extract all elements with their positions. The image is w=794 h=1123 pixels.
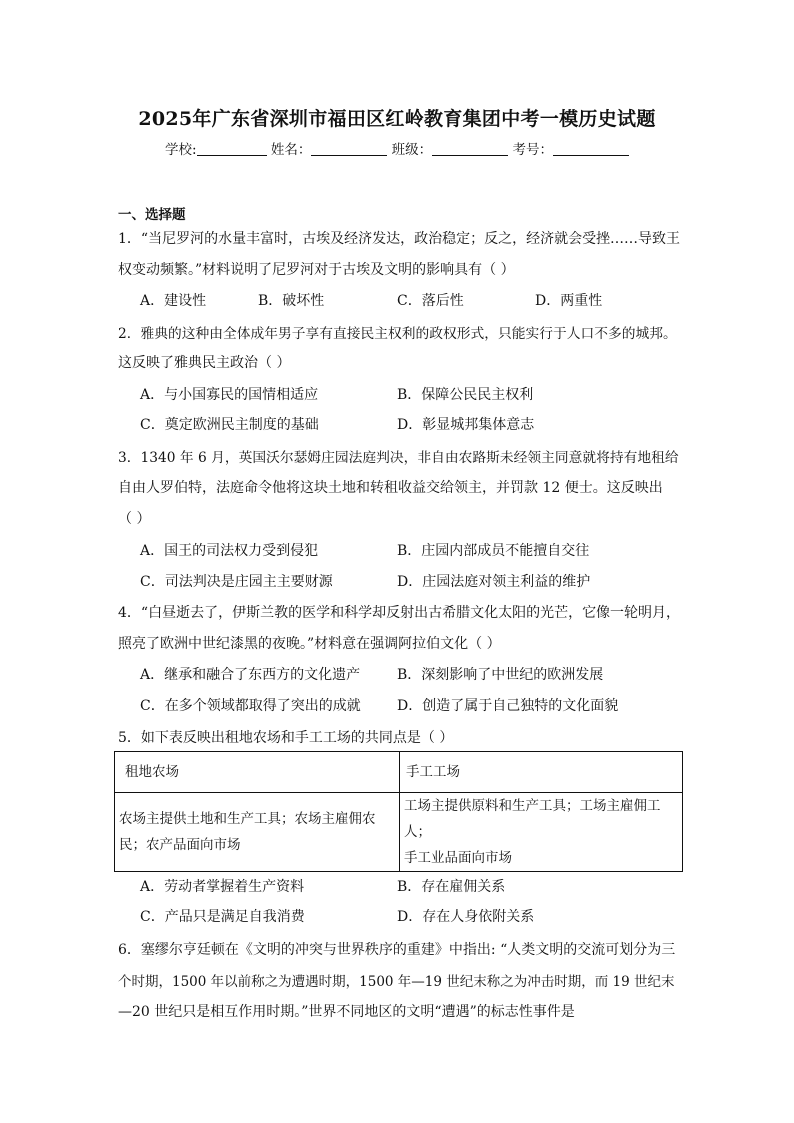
class-blank[interactable] [432,141,508,156]
q5-line1: 5．如下表反映出租地农场和手工工场的共同点是（ ） [118,730,454,746]
q5-option-c[interactable]: C．产品只是满足自我消费 [140,909,305,925]
q1-line2: 权变动频繁。”材料说明了尼罗河对于古埃及文明的影响具有（ ） [118,262,515,278]
q3-option-d[interactable]: D．庄园法庭对领主利益的维护 [397,574,591,590]
q4-option-b[interactable]: B．深刻影响了中世纪的欧洲发展 [397,667,604,683]
table-header-row [115,752,683,793]
name-label: 姓名： [270,142,312,158]
q6-line1: 6．塞缪尔亨廷顿在《文明的冲突与世界秩序的重建》中指出: “人类文明的交流可划分为三 [118,942,676,958]
q5-option-b[interactable]: B．存在雇佣关系 [397,879,506,895]
q3-option-c[interactable]: C．司法判决是庄园主主要财源 [140,574,333,590]
q1-line1: 1．“当尼罗河的水量丰富时，古埃及经济发达，政治稳定；反之，经济就会受挫……导致王 [118,231,681,247]
q1-option-c[interactable]: C．落后性 [397,293,464,309]
q3-line3: （ ） [118,511,151,527]
table-header-cell: 手工工场 [400,752,683,793]
q4-option-d[interactable]: D．创造了属于自己独特的文化面貌 [397,698,619,714]
table-cell-line: 民；农产品面向市场 [119,837,241,853]
class-label: 班级： [391,142,433,158]
name-blank[interactable] [311,141,387,156]
student-info-row [0,138,794,158]
school-label: 学校: [165,142,197,158]
q2-option-c[interactable]: C．奠定欧洲民主制度的基础 [140,417,319,433]
q1-option-b[interactable]: B．破坏性 [258,293,325,309]
q5-option-d[interactable]: D．存在人身依附关系 [397,909,535,925]
q2-option-d[interactable]: D．彰显城邦集体意志 [397,417,535,433]
q2-line2: 这反映了雅典民主政治（ ） [118,355,291,371]
q6-line2: 个时期，1500 年以前称之为遭遇时期，1500 年—19 世纪末称之为冲击时期，而 19 世纪末 [118,974,675,990]
q3-option-b[interactable]: B．庄园内部成员不能擅自交往 [397,543,590,559]
table-cell-line: 工场主提供原料和生产工具；工场主雇佣工人； [404,798,661,840]
q3-option-a[interactable]: A．国王的司法权力受到侵犯 [140,543,319,559]
q1-option-d[interactable]: D．两重性 [535,293,603,309]
q4-line1: 4．“白昼逝去了，伊斯兰教的医学和科学却反射出古希腊文化太阳的光芒，它像一轮明月， [118,605,681,621]
q4-line2: 照亮了欧洲中世纪漆黑的夜晚。”材料意在强调阿拉伯文化（ ） [118,636,501,652]
exam-number-blank[interactable] [553,141,629,156]
q2-option-a[interactable]: A．与小国寡民的国情相适应 [140,387,319,403]
exam-title: 2025年广东省深圳市福田区红岭教育集团中考一模历史试题 [138,108,656,130]
school-blank[interactable] [197,141,267,156]
q2-option-b[interactable]: B．保障公民民主权利 [397,387,534,403]
q3-line1: 3．1340 年 6 月，英国沃尔瑟姆庄园法庭判决，非自由农路斯未经领主同意就将持有地租给 [118,450,679,466]
q3-line2: 自由人罗伯特，法庭命令他将这块土地和转租收益交给领主，并罚款 12 便士。这反映出 [118,480,663,496]
q5-option-a[interactable]: A．劳动者掌握着生产资料 [140,879,305,895]
table-row [115,793,683,872]
table-cell-line: 农场主提供土地和生产工具；农场主雇佣农 [119,811,376,827]
section-title: 一、选择题 [118,207,186,223]
table-cell [400,793,683,872]
table-header-cell: 租地农场 [115,752,400,793]
q4-option-a[interactable]: A．继承和融合了东西方的文化遗产 [140,667,361,683]
table-cell [115,793,400,872]
q2-line1: 2．雅典的这种由全体成年男子享有直接民主权利的政权形式，只能实行于人口不多的城邦。 [118,326,677,342]
q4-option-c[interactable]: C．在多个领域都取得了突出的成就 [140,698,361,714]
exam-number-label: 考号： [512,142,553,158]
q6-line3: —20 世纪只是相互作用时期。”世界不同地区的文明“遭遇”的标志性事件是 [118,1004,575,1020]
q1-option-a[interactable]: A．建设性 [140,293,207,309]
table-cell-line: 手工业品面向市场 [404,850,512,866]
comparison-table [114,751,683,872]
